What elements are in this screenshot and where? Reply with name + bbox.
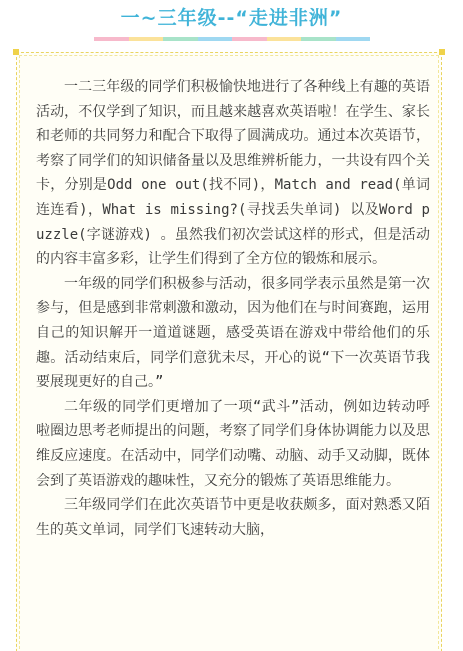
page-title: 一~三年级--“走进非洲” [120,7,343,29]
paragraph-grade-two: 二年级的同学们更增加了一项“武斗”活动，例如边转动呼啦圈边思考老师提出的问题，考察了同学们身体协调能力以及思维反应速度。在活动中，同学们动嘴、动脑、动手又动脚，既体会到了英语游戏的趣味性，又充分的锻炼了英语思维能力。 [36,398,430,489]
underline-segment [129,37,164,41]
paragraph-grade-one: 一年级的同学们积极参与活动，很多同学表示虽然是第一次参与，但是感到非常刺激和激动，因为他们在与时间赛跑，运用自己的知识解开一道道谜题，感受英语在游戏中带给他们的乐趣。活动结束后，同学们意犹未尽，开心的说“下一次英语节我要展现更好的自己。” [36,275,430,391]
paragraph-grade-three: 三年级同学们在此次英语节中更是收获颇多，面对熟悉又陌生的英文单词，同学们飞速转动大脑， [36,497,430,538]
underline-segment [267,37,302,41]
underline-segment [232,37,267,41]
card-corner-top-left [13,49,19,55]
paragraph-intro: 一二三年级的同学们积极愉快地进行了各种线上有趣的英语活动，不仅学到了知识，而且越来越喜欢英语啦！在学生、家长和老师的共同努力和配合下取得了圆满成功。通过本次英语节，考察了同学们的知识储备量以及思维辨析能力，一共设有四个关卡，分别是Odd one out(找不同)，Match and read(单词连连看)，What is missing?(寻找丢失单词) 以及Word puzzle(字谜游戏) 。虽然我们初次尝试这样的形式，但是活动的内容丰富多彩，让学生们得到了全方位的锻炼和展示。 [36,79,430,268]
article-body [36,75,430,542]
underline-segment [198,37,233,41]
title-underline [94,37,370,41]
underline-segment [301,37,336,41]
underline-segment [336,37,371,41]
underline-segment [94,37,129,41]
underline-segment [163,37,198,41]
card-corner-top-right [439,49,445,55]
